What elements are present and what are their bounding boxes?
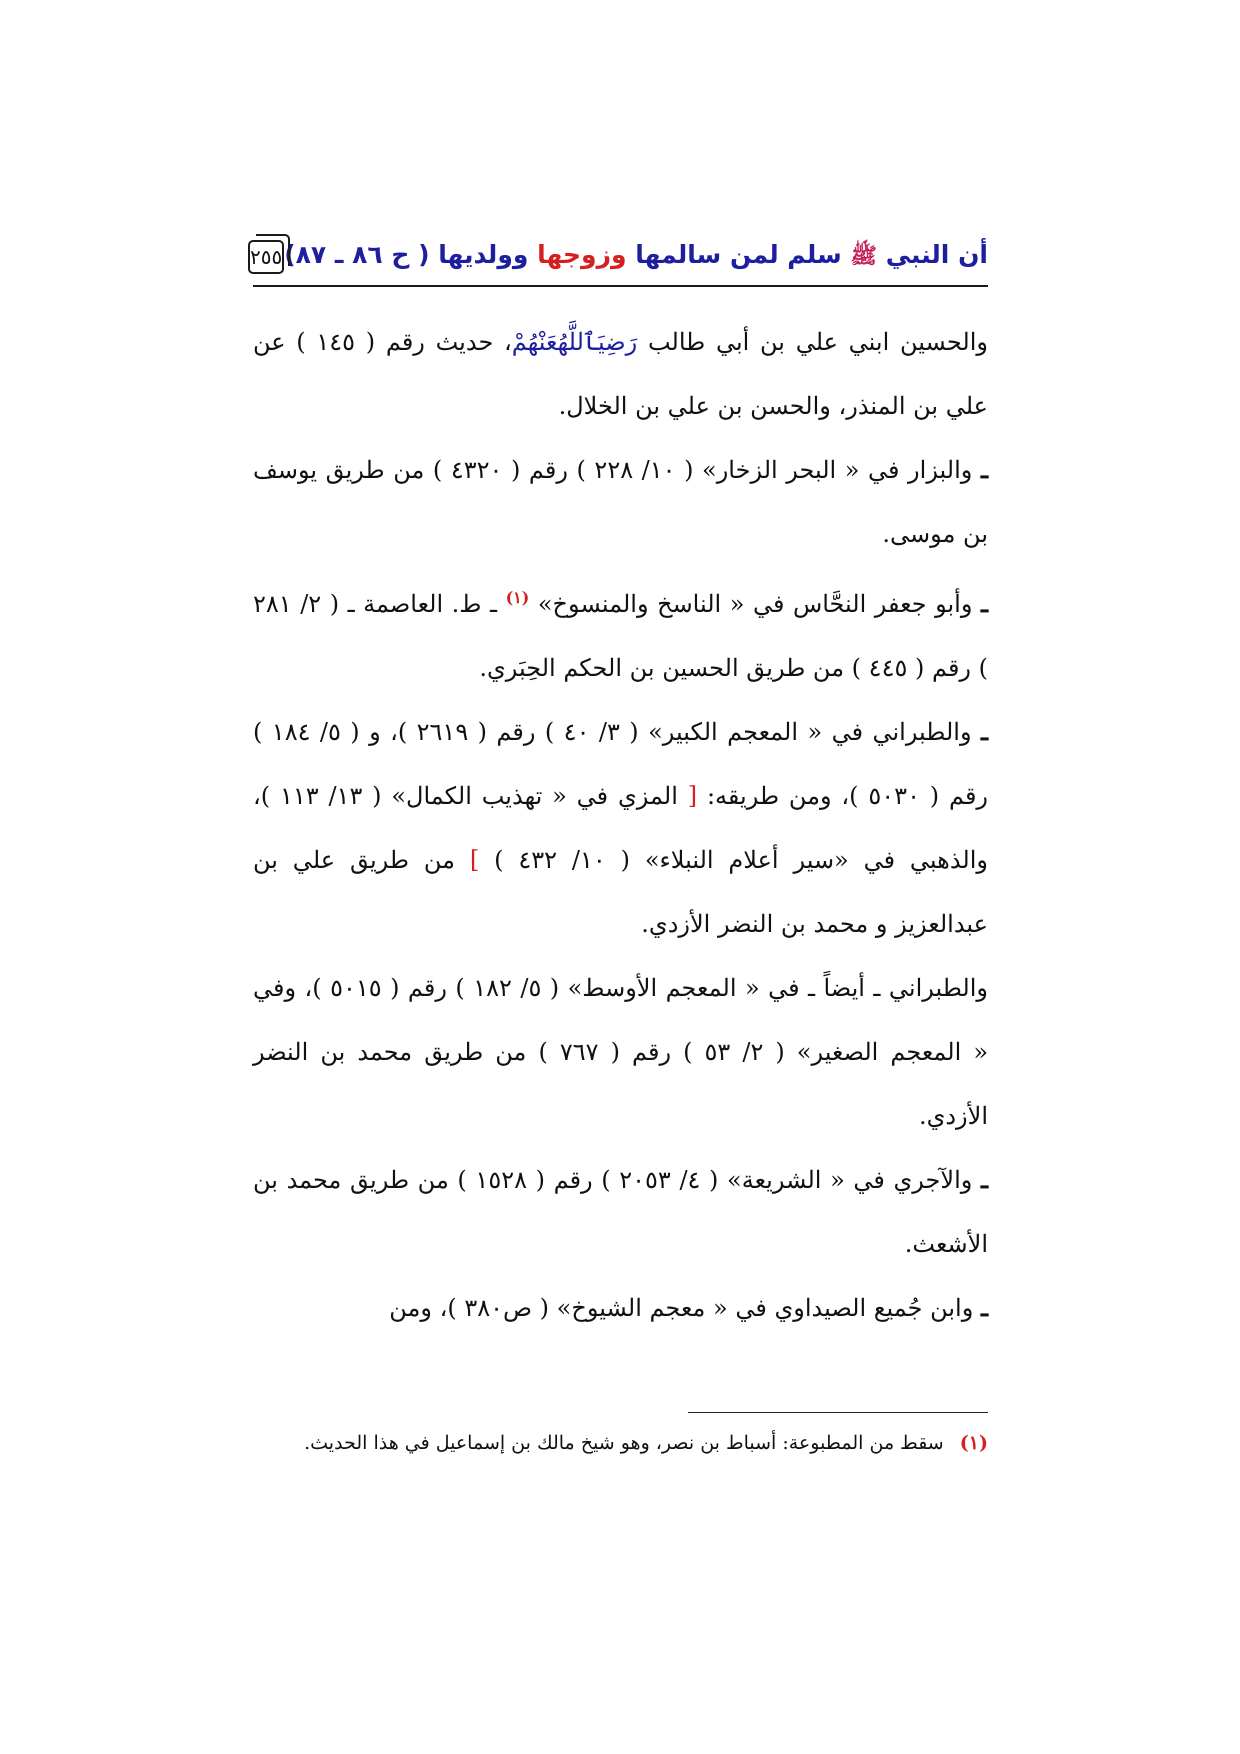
page-number: ٢٥٥ xyxy=(249,245,283,269)
p3-text-a: وأبو جعفر النحَّاس في « الناسخ والمنسوخ» xyxy=(537,590,973,618)
main-text xyxy=(253,310,988,1340)
dash-marker: ـ xyxy=(980,589,989,618)
title-part-1: أن النبي xyxy=(885,240,988,269)
salutation-emblem: ﷺ xyxy=(850,244,877,269)
p5-text: والطبراني ـ أيضاً ـ في « المعجم الأوسط» ( ٥/ ١٨٢ ) رقم ( ٥٠١٥ )، وفي « المعجم الصغير» ( ٢/ ٥٣ ) رقم ( ٧٦٧ ) من طريق محمد بن النضر الأزدي. xyxy=(253,974,989,1130)
footnote xyxy=(253,1428,988,1458)
running-title xyxy=(284,240,988,274)
footnote-divider xyxy=(688,1412,988,1413)
honorific: رَضِيَٱللَّهُعَنْهُمْ xyxy=(511,328,638,356)
paragraph-6 xyxy=(253,1148,988,1276)
dash-marker: ـ xyxy=(980,1165,988,1194)
paragraph-4 xyxy=(253,700,988,956)
page-number-box xyxy=(248,240,284,274)
bracket-close: ] xyxy=(469,846,480,874)
bracket-open: [ xyxy=(687,782,698,810)
p1-text: والحسين ابني علي بن أبي طالب xyxy=(647,328,988,356)
footnote-text: سقط من المطبوعة: أسباط بن نصر، وهو شيخ مالك بن إسماعيل في هذا الحديث. xyxy=(304,1432,944,1454)
paragraph-2 xyxy=(253,438,988,566)
paragraph-1 xyxy=(253,310,988,438)
footnote-number: (١) xyxy=(959,1432,988,1454)
p3-text-b: ـ ط. العاصمة ـ ( ٢/ ٢٨١ ) رقم ( ٤٤٥ ) من طريق الحسين بن الحكم الحِبَري. xyxy=(253,590,988,682)
paragraph-3 xyxy=(253,566,988,700)
title-part-4: وولديها ( ح ٨٦ ـ ٨٧) xyxy=(284,240,529,269)
paragraph-7 xyxy=(253,1276,988,1340)
dash-marker: ـ xyxy=(980,455,988,484)
title-part-3: وزوجها xyxy=(537,240,627,269)
dash-marker: ـ xyxy=(981,717,989,746)
p2-text: والبزار في « البحر الزخار» ( ١٠/ ٢٢٨ ) رقم ( ٤٣٢٠ ) من طريق يوسف بن موسى. xyxy=(253,456,988,548)
dash-marker: ـ xyxy=(980,1293,988,1322)
p1-rest: ، حديث رقم ( ١٤٥ ) عن علي بن المنذر، والحسن بن علي بن الخلال. xyxy=(253,328,988,420)
page-header xyxy=(249,236,988,278)
p4-text-a: والطبراني في « المعجم الكبير» ( ٣/ ٤٠ ) رقم ( ٢٦١٩ )، و ( ٥/ ١٨٤ ) رقم ( ٥٠٣٠ )، ومن طريقه: xyxy=(253,718,989,810)
footnote-ref[interactable]: (١) xyxy=(505,588,530,607)
title-part-2: سلم لمن سالمها xyxy=(635,240,842,269)
paragraph-5 xyxy=(253,956,988,1148)
header-divider xyxy=(253,285,988,287)
p7-text: وابن جُميع الصيداوي في « معجم الشيوخ» ( ص٣٨٠ )، ومن xyxy=(389,1294,974,1322)
p4-text-c: من طريق علي بن عبدالعزيز و محمد بن النضر الأزدي. xyxy=(253,846,988,938)
p6-text: والآجري في « الشريعة» ( ٤/ ٢٠٥٣ ) رقم ( ١٥٢٨ ) من طريق محمد بن الأشعث. xyxy=(253,1166,988,1258)
p4-text-b: المزي في « تهذيب الكمال» ( ١٣/ ١١٣ )، والذهبي في «سير أعلام النبلاء» ( ١٠/ ٤٣٢ ) xyxy=(253,782,989,874)
